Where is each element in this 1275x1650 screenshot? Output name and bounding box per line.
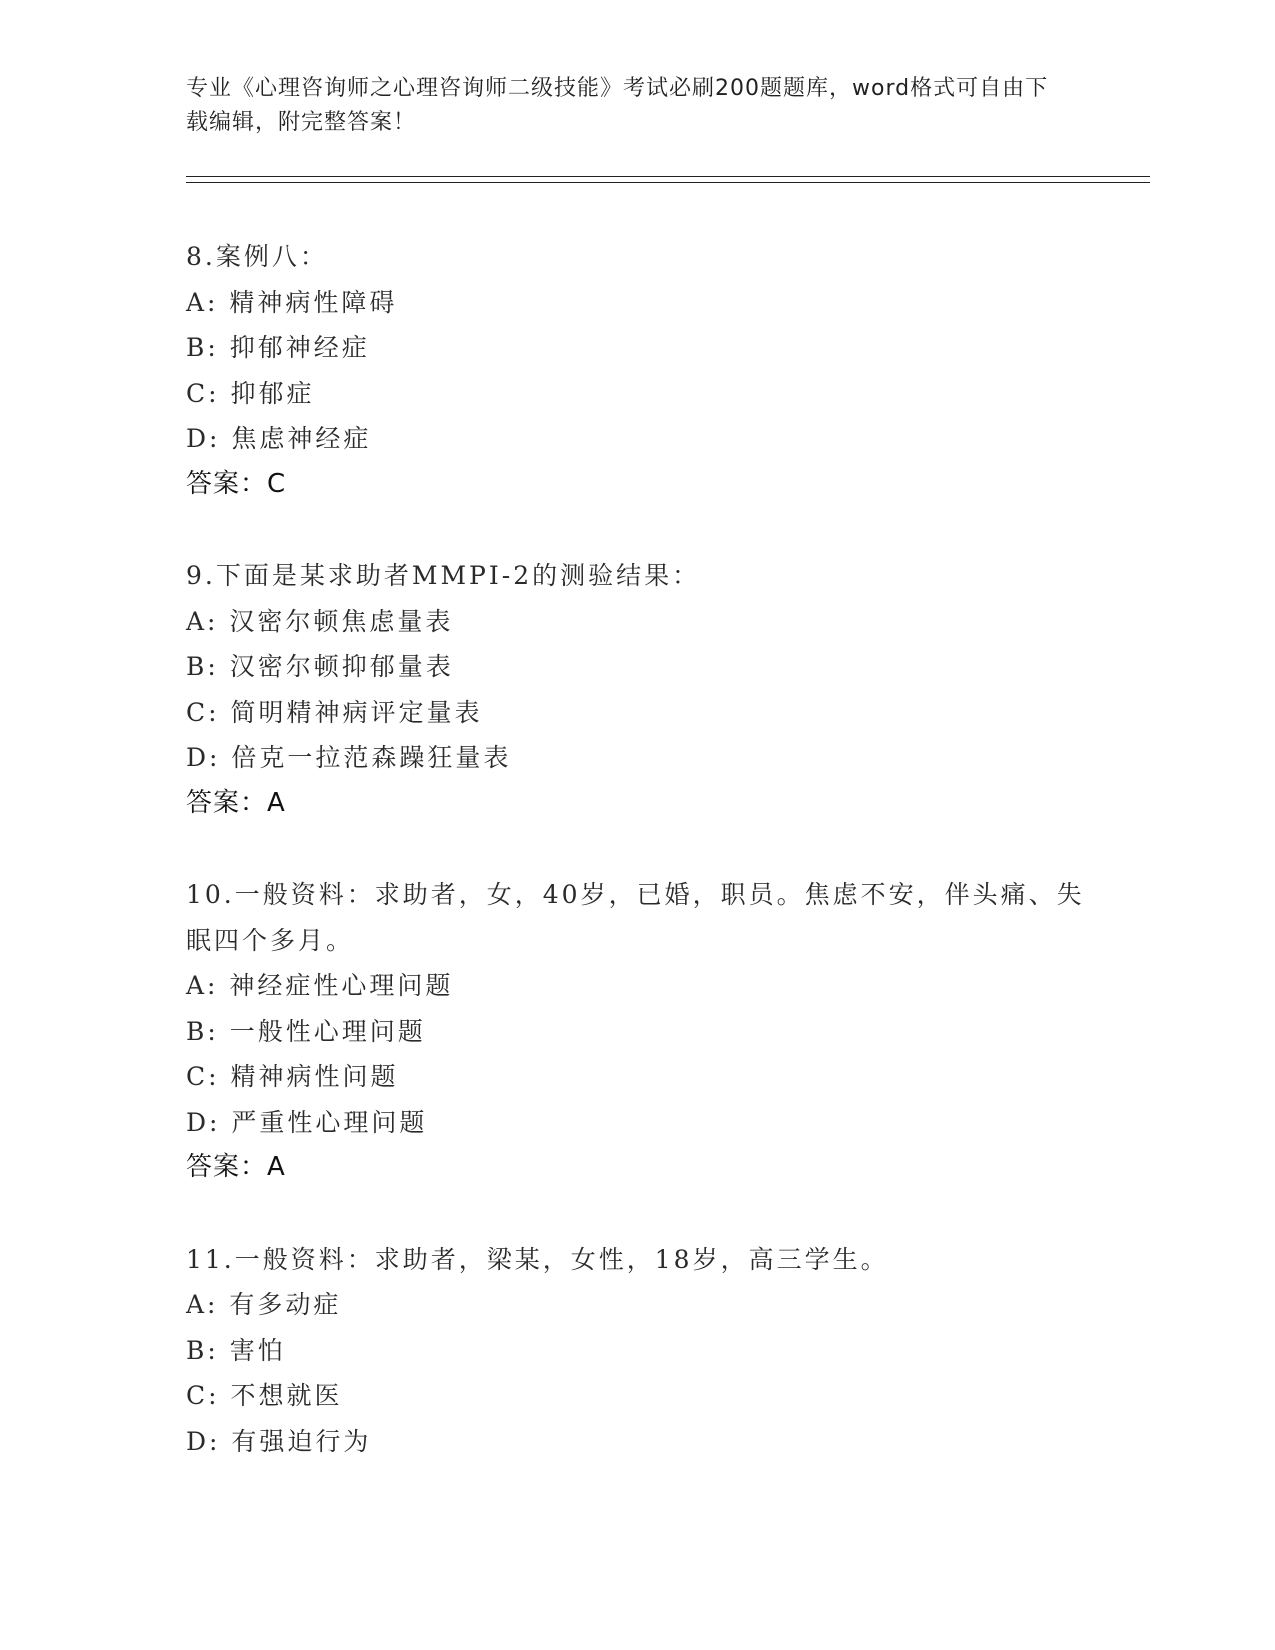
header-divider-top xyxy=(186,176,1150,177)
question-10 xyxy=(186,872,1086,1191)
question-title: 9.下面是某求助者MMPI-2的测验结果： xyxy=(186,561,701,590)
question-11 xyxy=(186,1237,1086,1465)
option-d: D: 倍克一拉范森躁狂量表 xyxy=(186,743,512,772)
question-title: 10.一般资料：求助者，女，40岁，已婚，职员。焦虑不安，伴头痛、失眠四个多月。 xyxy=(186,880,1085,955)
option-b: B: 一般性心理问题 xyxy=(186,1016,426,1046)
option-a: A: 神经症性心理问题 xyxy=(186,971,454,1000)
option-b: B: 抑郁神经症 xyxy=(186,333,370,362)
option-c: C: 不想就医 xyxy=(186,1381,343,1410)
document-intro: 专业《心理咨询师之心理咨询师二级技能》考试必刷200题题库，word格式可自由下载编辑，附完整答案！ xyxy=(186,76,1049,135)
question-title: 8.案例八： xyxy=(186,242,328,271)
option-a: A: 精神病性障碍 xyxy=(186,287,398,317)
option-b: B: 汉密尔顿抑郁量表 xyxy=(186,652,454,681)
option-c: C: 简明精神病评定量表 xyxy=(186,697,483,727)
question-list xyxy=(186,234,1086,1510)
question-title: 11.一般资料：求助者，梁某，女性，18岁，高三学生。 xyxy=(186,1244,889,1274)
question-8 xyxy=(186,234,1086,507)
header-divider-bottom xyxy=(186,182,1150,183)
question-9 xyxy=(186,553,1086,826)
option-a: A: 汉密尔顿焦虑量表 xyxy=(186,606,454,636)
option-c: C: 精神病性问题 xyxy=(186,1062,399,1091)
option-d: D: 焦虑神经症 xyxy=(186,424,372,453)
option-a: A: 有多动症 xyxy=(186,1290,342,1319)
answer-line: 答案：C xyxy=(186,468,287,499)
option-b: B: 害怕 xyxy=(186,1335,286,1365)
answer-line: 答案：A xyxy=(186,1152,286,1182)
answer-line: 答案：A xyxy=(186,787,286,818)
option-d: D: 有强迫行为 xyxy=(186,1426,372,1456)
option-c: C: 抑郁症 xyxy=(186,378,315,408)
option-d: D: 严重性心理问题 xyxy=(186,1107,428,1137)
